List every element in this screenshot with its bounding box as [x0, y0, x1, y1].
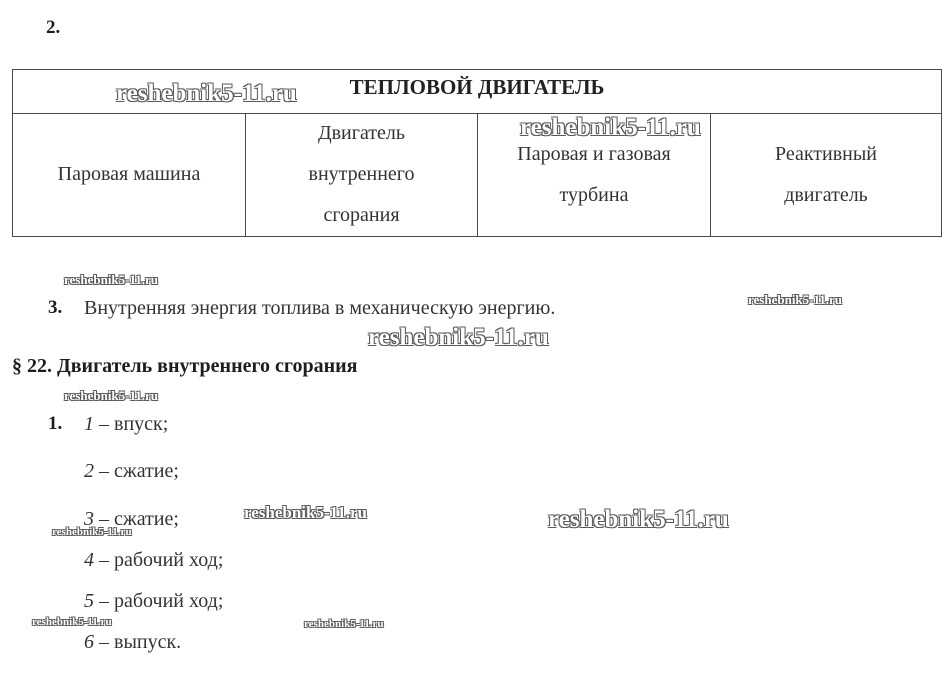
step-index: 1 [84, 413, 94, 435]
step-text: – сжатие; [94, 460, 179, 482]
step-text: – рабочий ход; [94, 590, 224, 612]
cell-line: Паровая и газовая [517, 142, 671, 165]
step-line [84, 631, 181, 654]
watermark: reshebnik5-11.ru [244, 503, 367, 522]
item-number-2: 2. [46, 17, 61, 38]
watermark: reshebnik5-11.ru [32, 616, 112, 628]
step-index: 4 [84, 549, 94, 571]
cell-line: Двигатель [317, 122, 406, 144]
watermark: reshebnik5-11.ru [64, 388, 159, 403]
cell-line: Реактивный [774, 142, 878, 165]
watermark: reshebnik5-11.ru [368, 324, 549, 351]
step-text: – выпуск. [94, 631, 182, 653]
step-line [84, 590, 223, 613]
watermark: reshebnik5-11.ru [116, 80, 297, 107]
step-text: – впуск; [94, 413, 169, 435]
item-3-text: Внутренняя энергия топлива в механическую энергию. [84, 297, 556, 319]
item-number-3: 3. [48, 297, 63, 318]
table-title: ТЕПЛОВОЙ ДВИГАТЕЛЬ [13, 70, 941, 114]
cell-line: сгорания [323, 204, 400, 226]
step-index: 6 [84, 631, 94, 653]
cell-line: внутреннего [308, 163, 415, 185]
step-line [84, 460, 179, 483]
step-line [84, 549, 223, 572]
table-cell-jet-engine [710, 113, 941, 236]
step-text: – рабочий ход; [94, 549, 224, 571]
step-line [84, 413, 168, 436]
table-cell-steam-engine [13, 113, 245, 236]
watermark: reshebnik5-11.ru [52, 526, 132, 538]
step-index: 3 [84, 508, 94, 530]
watermark: reshebnik5-11.ru [520, 114, 701, 141]
watermark: reshebnik5-11.ru [548, 506, 729, 533]
section-heading: § 22. Двигатель внутреннего сгорания [12, 355, 358, 377]
cell-line: двигатель [784, 183, 868, 206]
step-text: – сжатие; [94, 508, 179, 530]
item-number-1: 1. [48, 413, 63, 434]
watermark: reshebnik5-11.ru [304, 618, 384, 630]
step-index: 5 [84, 590, 94, 612]
table-cell-ice [245, 113, 477, 236]
step-index: 2 [84, 460, 94, 482]
watermark: reshebnik5-11.ru [748, 292, 843, 307]
cell-line: турбина [559, 183, 629, 206]
watermark: reshebnik5-11.ru [64, 272, 159, 287]
cell-line: Паровая машина [57, 163, 201, 185]
